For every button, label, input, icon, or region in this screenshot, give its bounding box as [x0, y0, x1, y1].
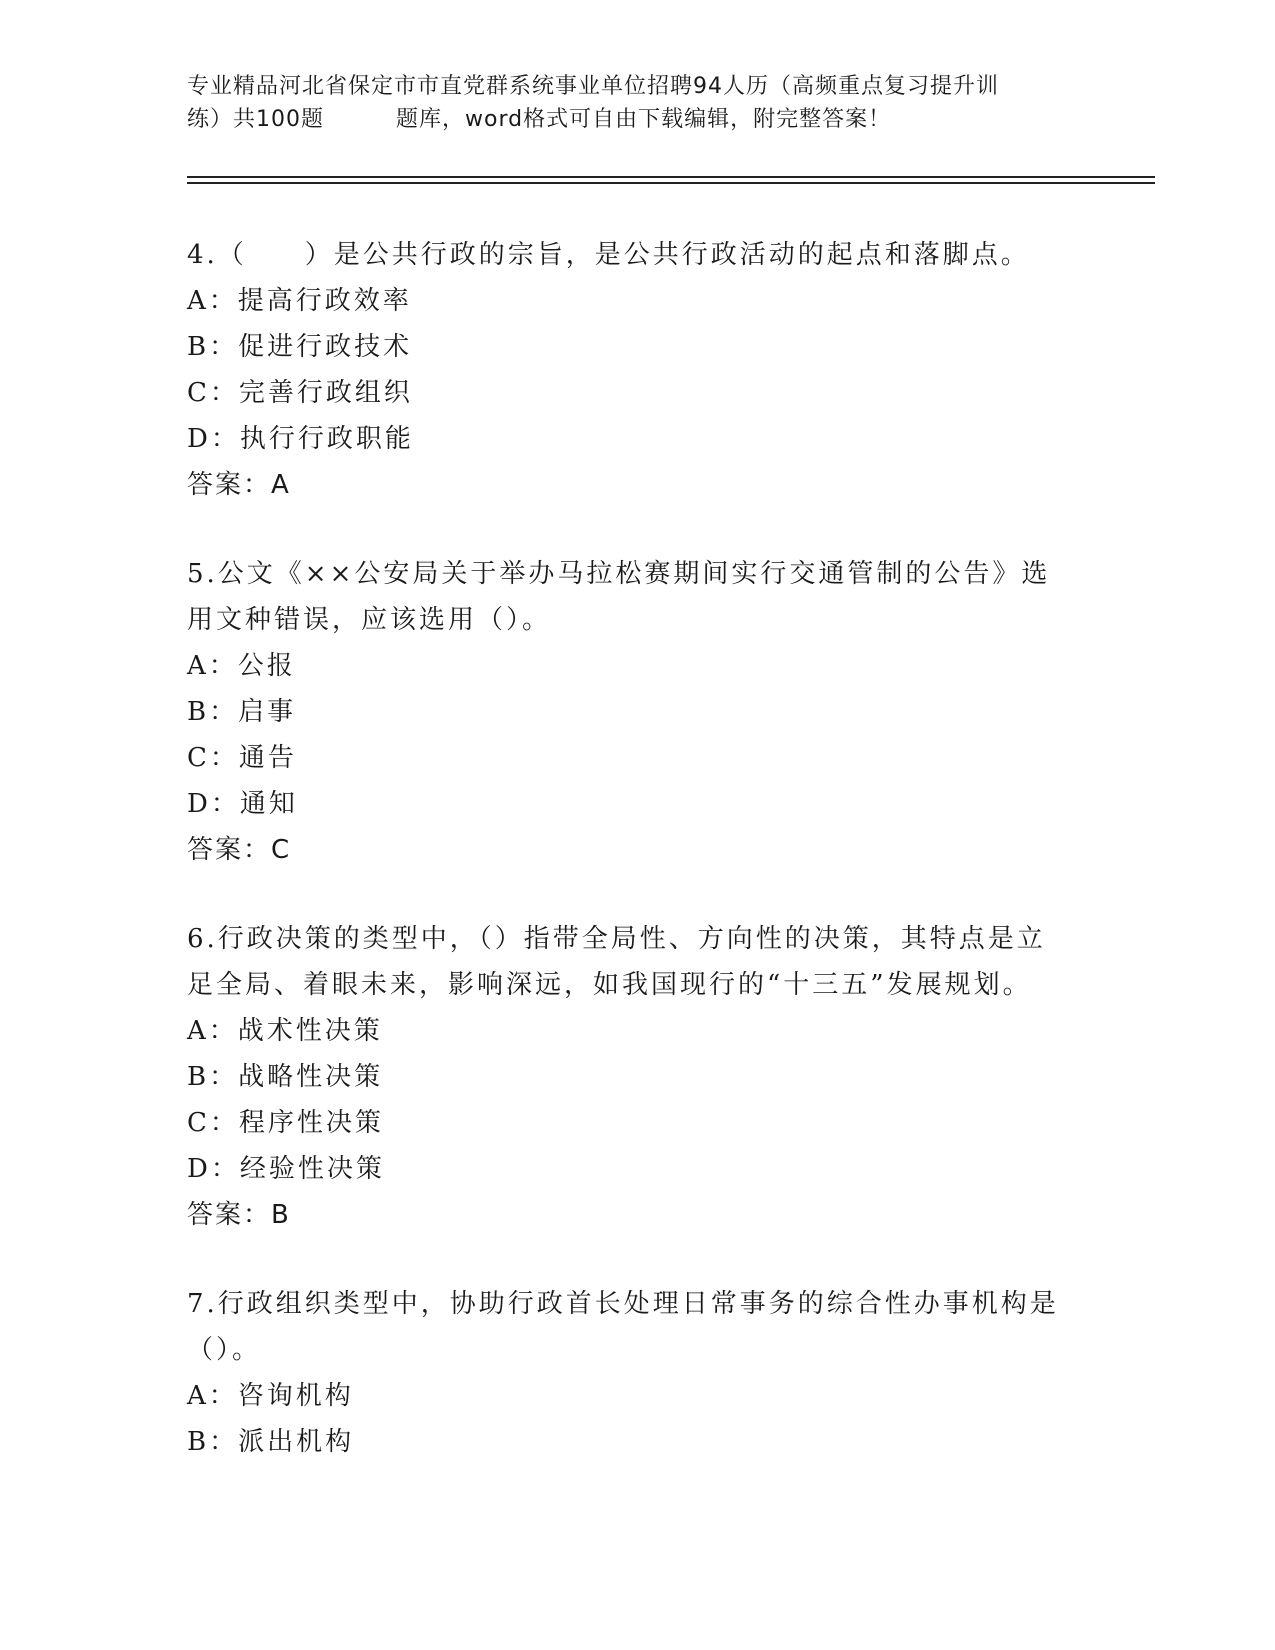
header-line-2-part-2: 题库，word格式可自由下载编辑，附完整答案！	[396, 107, 892, 132]
option-c: C：完善行政组织	[187, 378, 413, 408]
option-b: B：启事	[187, 697, 297, 727]
answer-line: 答案：C	[187, 835, 292, 865]
question-stem: 5.公文《××公安局关于举办马拉松赛期间实行交通管制的公告》选用文种错误，应该选用（）。	[187, 559, 1051, 635]
answer-line: 答案：A	[187, 470, 291, 500]
option-d: D：通知	[187, 789, 298, 819]
option-a: A：战术性决策	[187, 1016, 383, 1046]
question-stem: 7.行政组织类型中，协助行政首长处理日常事务的综合性办事机构是（）。	[187, 1289, 1059, 1365]
option-c: C：程序性决策	[187, 1108, 384, 1138]
header-line-2-part-1: 练）共100题	[187, 107, 324, 132]
option-a: A：提高行政效率	[187, 286, 412, 316]
option-b: B：派出机构	[187, 1427, 355, 1457]
header-line-1: 专业精品河北省保定市市直党群系统事业单位招聘94人历（高频重点复习提升训	[187, 74, 999, 99]
question-list	[187, 232, 1067, 1508]
option-c: C：通告	[187, 743, 297, 773]
option-a: A：公报	[187, 651, 296, 681]
option-d: D：执行行政职能	[187, 424, 414, 454]
header-divider-top	[187, 176, 1155, 178]
answer-line: 答案：B	[187, 1200, 291, 1230]
question-4	[187, 232, 1067, 508]
question-7	[187, 1281, 1067, 1465]
question-5	[187, 551, 1067, 873]
option-d: D：经验性决策	[187, 1154, 385, 1184]
header-line-2	[187, 103, 1087, 136]
option-a: A：咨询机构	[187, 1381, 354, 1411]
question-stem: 6.行政决策的类型中，（）指带全局性、方向性的决策，其特点是立足全局、着眼未来，影响深远，如我国现行的“十三五”发展规划。	[187, 924, 1046, 1000]
document-header	[187, 70, 1087, 136]
question-stem: 4.（ ）是公共行政的宗旨，是公共行政活动的起点和落脚点。	[187, 240, 1030, 270]
header-divider-bottom	[187, 182, 1155, 184]
question-6	[187, 916, 1067, 1238]
option-b: B：促进行政技术	[187, 332, 413, 362]
option-b: B：战略性决策	[187, 1062, 384, 1092]
